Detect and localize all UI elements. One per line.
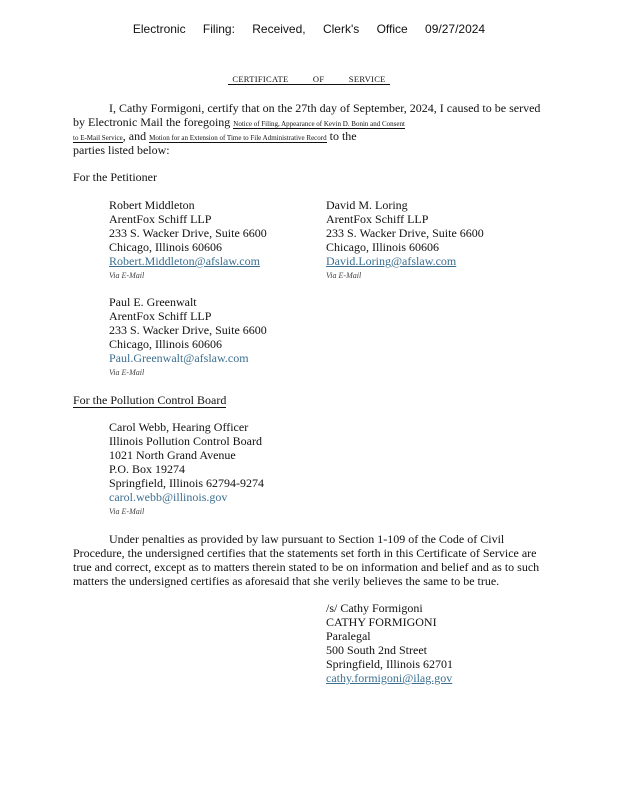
electronic-signature: /s/ Cathy Formigoni <box>326 601 423 615</box>
intro-and: , and <box>122 129 147 143</box>
certification-line-3: true and correct, except as to matters therein stated to be on information and belief and as to such <box>73 560 540 574</box>
certification-line-4: matters the undersigned certifies as aforesaid that she verily believes the same to be true. <box>73 574 500 588</box>
intro-line-2-text: by Electronic Mail the foregoing <box>73 115 231 129</box>
recipient-street: 233 S. Wacker Drive, Suite 6600 <box>109 323 267 337</box>
certification-line-2: Procedure, the undersigned certifies that the statements set forth in this Certificate of Service are <box>73 546 537 560</box>
service-method: Via E-Mail <box>109 271 145 280</box>
recipient-pobox: P.O. Box 19274 <box>109 462 186 476</box>
signer-city: Springfield, Illinois 62701 <box>326 657 453 671</box>
intro-line-4: parties listed below: <box>73 143 170 157</box>
recipient-name: David M. Loring <box>326 198 408 212</box>
board-heading-text: For the Pollution Control Board <box>73 393 227 407</box>
recipient-firm: ArentFox Schiff LLP <box>109 212 212 226</box>
recipient-block-loring <box>326 198 484 283</box>
recipient-block-greenwalt <box>109 295 267 380</box>
recipient-email-link[interactable]: carol.webb@illinois.gov <box>109 490 228 504</box>
recipient-firm: ArentFox Schiff LLP <box>109 309 212 323</box>
recipient-street: 233 S. Wacker Drive, Suite 6600 <box>109 226 267 240</box>
recipient-name: Robert Middleton <box>109 198 195 212</box>
recipient-city: Chicago, Illinois 60606 <box>109 240 222 254</box>
filing-stamp: Electronic Filing: Received, Clerk's Office 09/27/2024 <box>132 22 486 36</box>
recipient-city: Springfield, Illinois 62794-9274 <box>109 476 264 490</box>
certification-line-1: Under penalties as provided by law pursuant to Section 1-109 of the Code of Civil <box>109 532 505 546</box>
recipient-name: Carol Webb, Hearing Officer <box>109 420 249 434</box>
signer-name: CATHY FORMIGONI <box>326 615 437 629</box>
signer-street: 500 South 2nd Street <box>326 643 427 657</box>
recipient-city: Chicago, Illinois 60606 <box>109 337 222 351</box>
recipient-email-link[interactable]: David.Loring@afslaw.com <box>326 254 457 268</box>
recipient-block-webb <box>109 420 264 519</box>
service-method: Via E-Mail <box>109 368 145 377</box>
served-documents-3: Motion for an Extension of Time to File Administrative Record <box>149 134 327 142</box>
recipient-city: Chicago, Illinois 60606 <box>326 240 439 254</box>
signer-title: Paralegal <box>326 629 371 643</box>
petitioner-heading: For the Petitioner <box>73 170 157 184</box>
document-title <box>0 74 618 84</box>
document-title-text: CERTIFICATE OF SERVICE <box>228 74 389 85</box>
recipient-email-link[interactable]: Robert.Middleton@afslaw.com <box>109 254 260 268</box>
served-documents-1: Notice of Filing, Appearance of Kevin D. Bonin and Consent <box>233 120 405 128</box>
recipient-org: Illinois Pollution Control Board <box>109 434 263 448</box>
signer-email-link[interactable]: cathy.formigoni@ilag.gov <box>326 671 453 685</box>
service-method: Via E-Mail <box>109 507 145 516</box>
intro-line-1: I, Cathy Formigoni, certify that on the 27th day of September, 2024, I caused to be served <box>109 101 541 115</box>
recipient-block-middleton <box>109 198 267 283</box>
board-heading <box>73 393 226 408</box>
recipient-street: 233 S. Wacker Drive, Suite 6600 <box>326 226 484 240</box>
served-documents-2: to E-Mail Service <box>73 134 123 142</box>
intro-to-the: to the <box>329 129 357 143</box>
service-method: Via E-Mail <box>326 271 362 280</box>
recipient-firm: ArentFox Schiff LLP <box>326 212 429 226</box>
recipient-street: 1021 North Grand Avenue <box>109 448 236 462</box>
recipient-email-link[interactable]: Paul.Greenwalt@afslaw.com <box>109 351 249 365</box>
signature-block <box>326 601 453 685</box>
certification-paragraph <box>73 532 603 588</box>
recipient-name: Paul E. Greenwalt <box>109 295 197 309</box>
